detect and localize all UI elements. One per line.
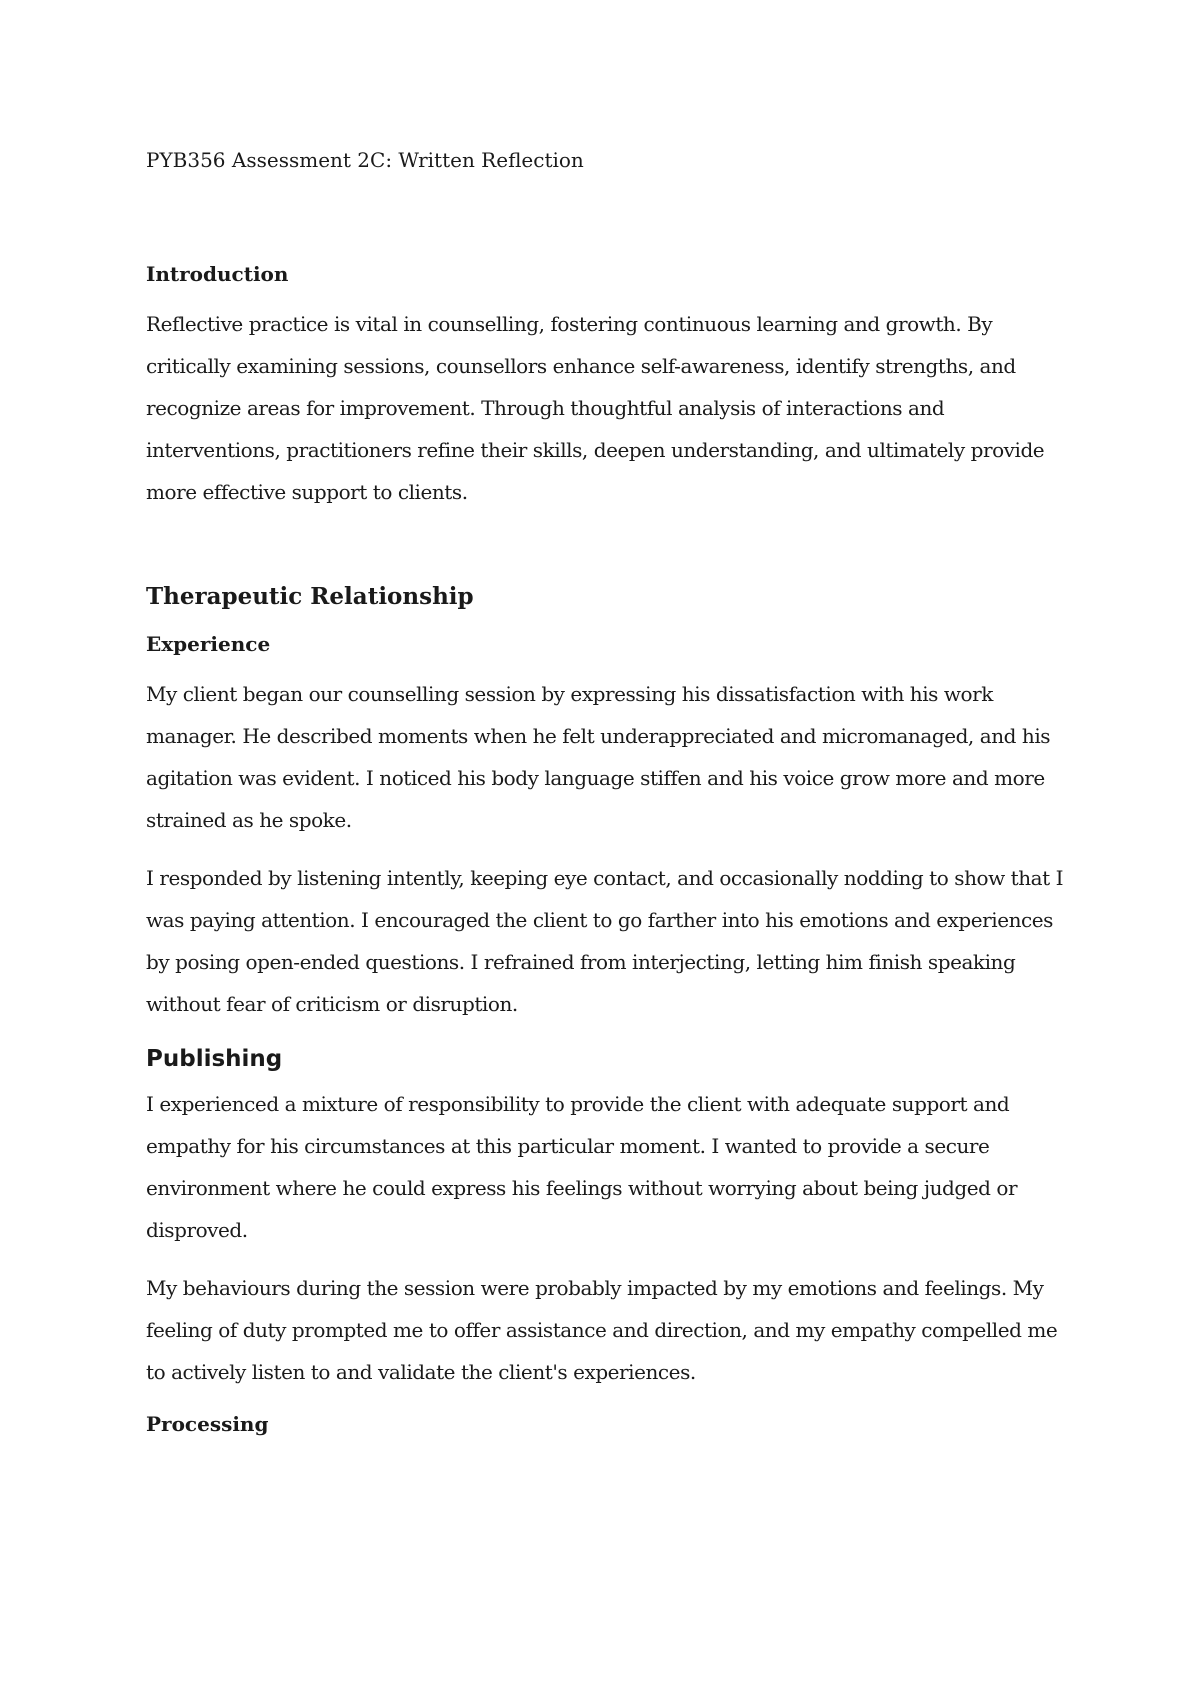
processing-heading: Processing — [146, 1412, 269, 1436]
experience-heading: Experience — [146, 632, 271, 656]
experience-paragraph: I responded by listening intently, keeping eye contact, and occasionally nodding to show that I was paying attention. I encouraged the client to go farther into his emotions and experiences by posing open-ended questions. I refrained from interjecting, letting him finish speaking without fear of criticism or disruption. — [146, 866, 1064, 1016]
publishing-paragraph: I experienced a mixture of responsibility to provide the client with adequate support and empathy for his circumstances at this particular moment. I wanted to provide a secure environment where he could express his feelings without worrying about being judged or disproved. — [146, 1092, 1018, 1242]
therapeutic-relationship-heading: Therapeutic Relationship — [146, 583, 474, 610]
introduction-paragraph: Reflective practice is vital in counselling, fostering continuous learning and growth. By critically examining sessions, counsellors enhance self-awareness, identify strengths, and recognize areas for improvement. Through thoughtful analysis of interactions and interventions, practitioners refine their skills, deepen understanding, and ultimately provide more effective support to clients. — [146, 312, 1045, 504]
publishing-paragraph: My behaviours during the session were probably impacted by my emotions and feelings. My feeling of duty prompted me to offer assistance and direction, and my empathy compelled me to actively listen to and validate the client's experiences. — [146, 1276, 1058, 1384]
document-body — [146, 140, 1071, 1453]
document-title: PYB356 Assessment 2C: Written Reflection — [146, 148, 584, 172]
publishing-heading: Publishing — [146, 1046, 283, 1072]
experience-paragraph: My client began our counselling session by expressing his dissatisfaction with his work manager. He described moments when he felt underappreciated and micromanaged, and his agitation was evident. I noticed his body language stiffen and his voice grow more and more strained as he spoke. — [146, 682, 1051, 832]
introduction-heading: Introduction — [146, 262, 289, 286]
